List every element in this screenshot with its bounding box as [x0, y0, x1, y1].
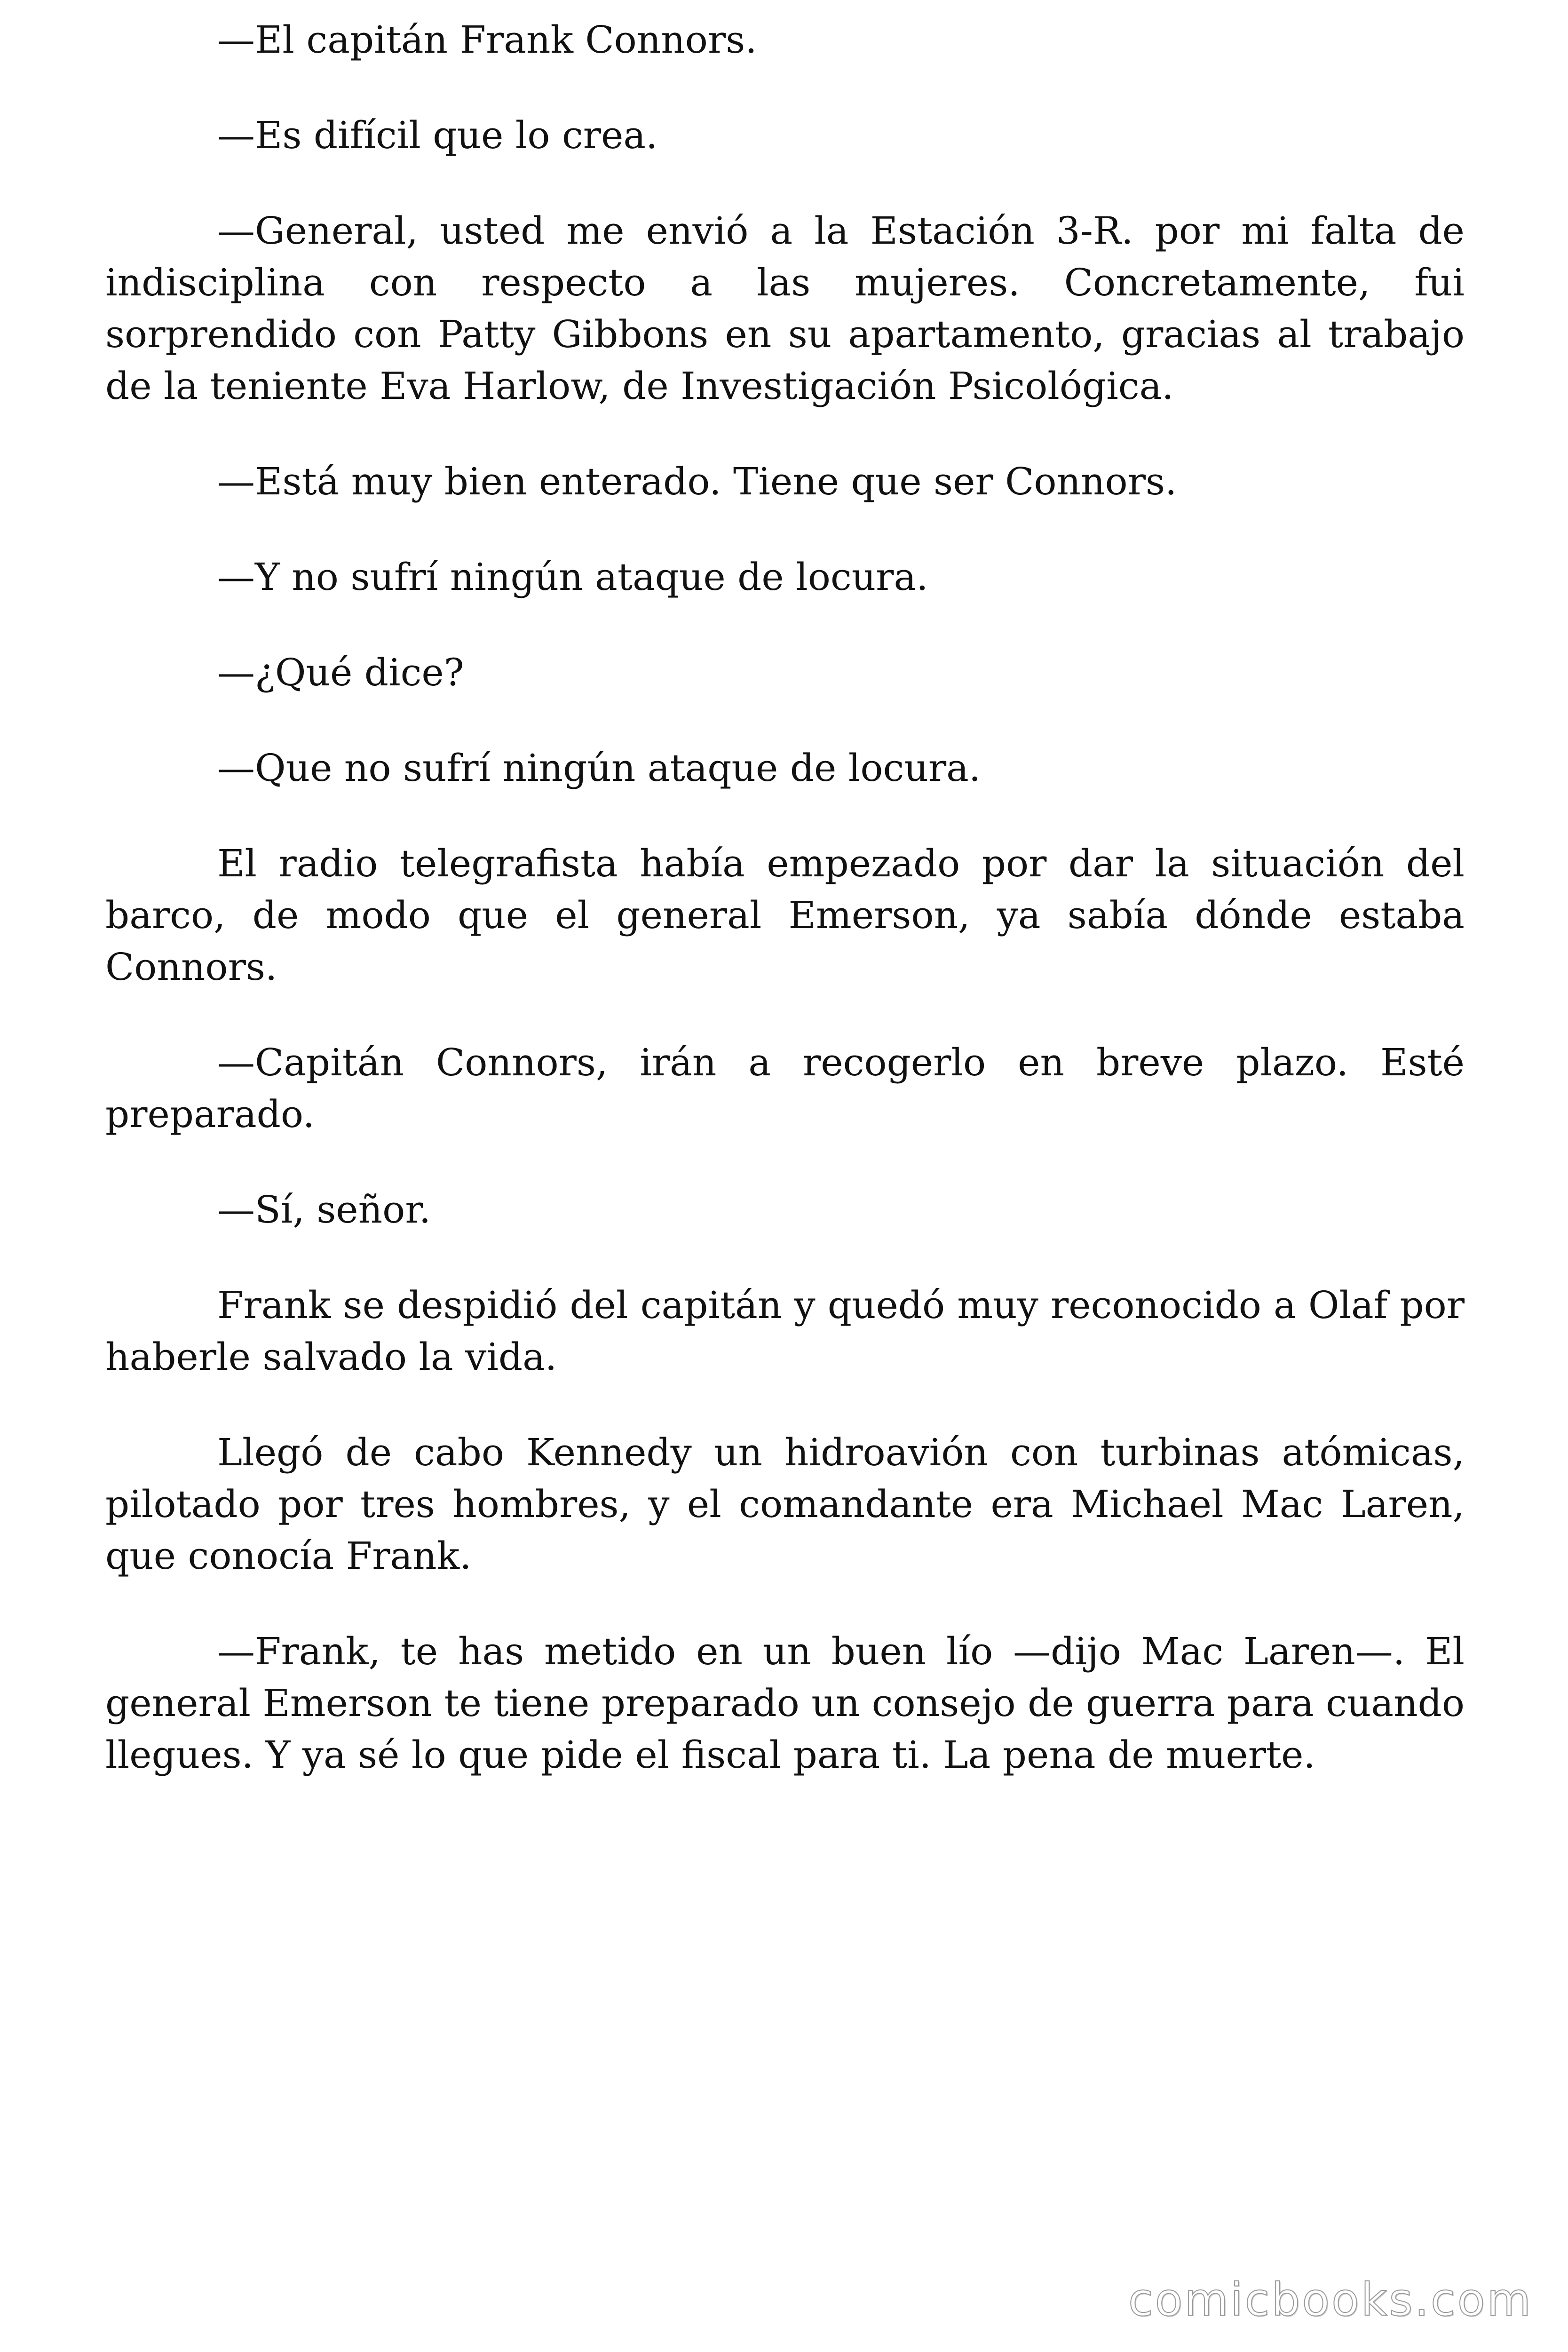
paragraph: —¿Qué dice?: [217, 651, 464, 694]
paragraph: El radio telegrafista había empezado por dar la situación del barco, de modo que el general Emerson, ya sabía dónde estaba Connors.: [105, 842, 1465, 989]
paragraph: —El capitán Frank Connors.: [217, 18, 757, 62]
paragraph: Llegó de cabo Kennedy un hidroavión con turbinas atómicas, pilotado por tres hombres, y el comandante era Michael Mac Laren, que conocía Frank.: [105, 1430, 1465, 1578]
paragraph: —Frank, te has metido en un buen lío —dijo Mac Laren—. El general Emerson te tiene preparado un consejo de guerra para cuando llegues. Y ya sé lo que pide el fiscal para ti. La pena de muerte.: [105, 1629, 1465, 1777]
paragraph: —Que no sufrí ningún ataque de locura.: [217, 746, 981, 790]
paragraph: Frank se despidió del capitán y quedó muy reconocido a Olaf por haberle salvado la vida.: [105, 1283, 1465, 1379]
paragraph: —Está muy bien enterado. Tiene que ser Connors.: [217, 460, 1177, 503]
paragraph: —Sí, señor.: [217, 1188, 431, 1232]
paragraph: —General, usted me envió a la Estación 3-R. por mi falta de indisciplina con respecto a las mujeres. Concretamente, fui sorprendido con Patty Gibbons en su apartamento, gracias al trabajo de la teniente Eva Harlow, de Investigación Psicológica.: [105, 209, 1465, 408]
paragraph: —Capitán Connors, irán a recogerlo en breve plazo. Esté preparado.: [105, 1041, 1465, 1136]
page-text: [105, 14, 1465, 1825]
paragraph: —Y no sufrí ningún ataque de locura.: [217, 555, 928, 599]
paragraph: —Es difícil que lo crea.: [217, 113, 658, 157]
watermark: comicbooks.com: [1128, 2273, 1533, 2326]
